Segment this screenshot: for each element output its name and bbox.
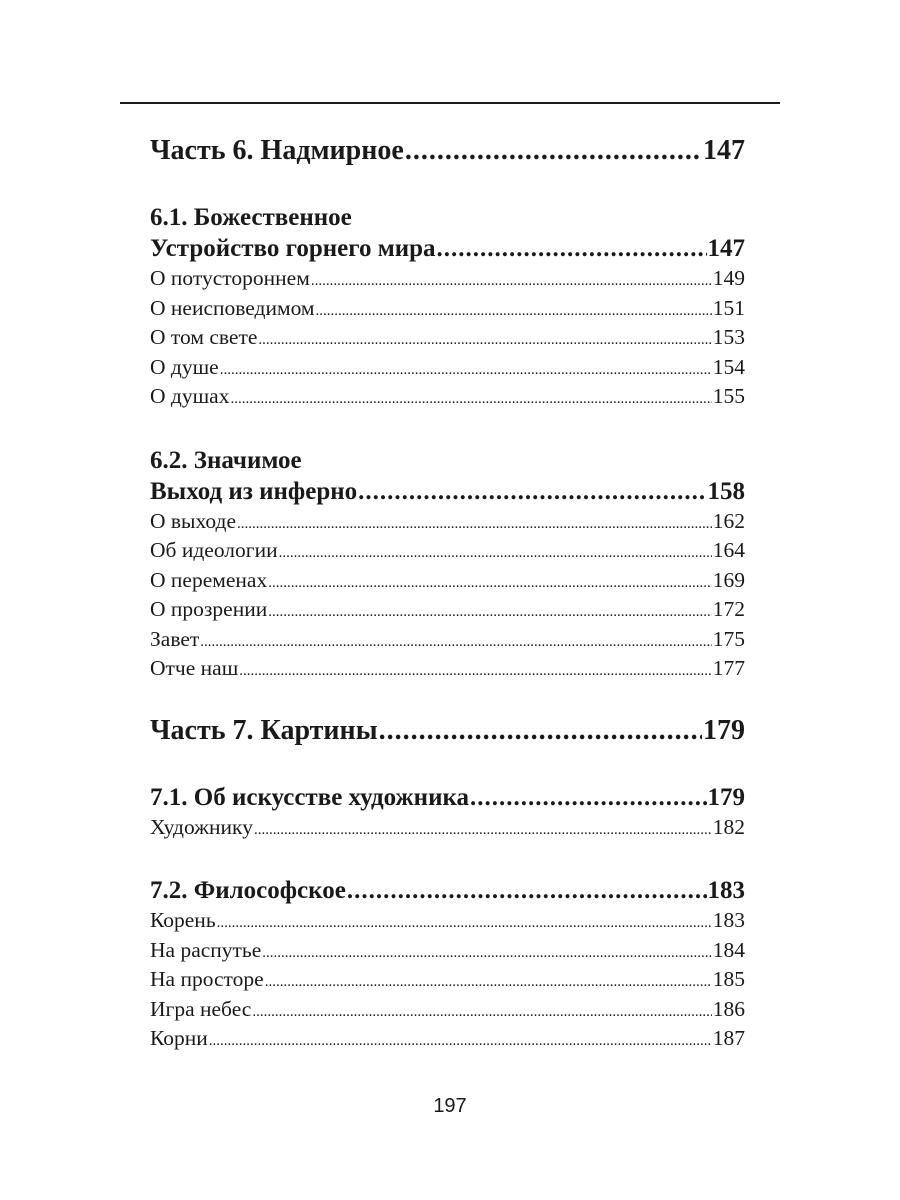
toc-page-number: 154	[712, 354, 745, 379]
toc-section-label: Устройство горнего мира	[150, 235, 436, 262]
toc-item[interactable]	[150, 625, 745, 655]
dot-leader	[230, 385, 711, 415]
dot-leader	[316, 297, 712, 327]
toc-page-number: 177	[712, 656, 745, 680]
toc-item-label: О переменах	[150, 567, 268, 592]
toc-part-label: Часть 6. Надмирное	[150, 135, 404, 166]
dot-leader	[200, 628, 711, 658]
toc-item-label: Завет	[150, 626, 200, 651]
toc-page-number: 172	[712, 597, 745, 621]
toc-item[interactable]	[150, 995, 745, 1025]
toc-item-label: Корень	[150, 908, 216, 932]
toc-page-number: 182	[712, 814, 745, 839]
toc-page-number: 153	[712, 325, 745, 349]
dot-leader	[379, 714, 702, 748]
toc-part-label: Часть 7. Картины	[150, 714, 378, 746]
toc-page-number: 183	[712, 908, 745, 932]
toc-item-label: Отче наш	[150, 656, 239, 680]
toc-item[interactable]	[150, 353, 745, 383]
toc-section-label: 7.1. Об искусстве художника	[150, 783, 470, 811]
dot-leader	[209, 1027, 712, 1057]
toc-item[interactable]	[150, 654, 745, 684]
toc-page-number: 151	[712, 295, 745, 320]
toc-page-number: 147	[707, 235, 745, 262]
toc-item-label: О том свете	[150, 325, 258, 349]
dot-leader	[265, 968, 712, 998]
dot-leader	[311, 267, 712, 297]
toc-section-6-2-title: 6.2. Значимое	[150, 446, 302, 474]
toc-item[interactable]	[150, 1024, 745, 1054]
toc-item[interactable]	[150, 595, 745, 625]
toc-item[interactable]	[150, 264, 745, 294]
toc-item-label: Художнику	[150, 814, 253, 839]
toc-item-label: О неисповедимом	[150, 295, 315, 320]
dot-leader	[347, 875, 707, 906]
dot-leader	[470, 782, 706, 813]
toc-section-6-2-sub[interactable]	[150, 476, 745, 507]
dot-leader	[252, 998, 711, 1028]
toc-page-number: 162	[712, 508, 745, 533]
toc-page-number: 185	[712, 967, 745, 991]
toc-page-number: 183	[707, 877, 745, 904]
toc-page-number: 147	[703, 135, 745, 166]
dot-leader	[279, 539, 712, 569]
dot-leader	[258, 326, 711, 356]
toc-page-number: 155	[712, 384, 745, 408]
toc-item-label: На просторе	[150, 967, 264, 991]
toc-item-label: О душе	[150, 354, 219, 379]
page-number: 197	[433, 1095, 467, 1117]
toc-item[interactable]	[150, 382, 745, 412]
toc-page-number: 179	[707, 783, 745, 811]
dot-leader	[239, 657, 711, 687]
toc-item[interactable]	[150, 536, 745, 566]
toc-page-number: 158	[707, 477, 745, 505]
toc-item[interactable]	[150, 294, 745, 324]
dot-leader	[405, 134, 702, 168]
toc-page-number: 164	[712, 538, 745, 562]
toc-item-label: О прозрении	[150, 597, 268, 621]
dot-leader	[358, 476, 706, 507]
toc-item-label: Игра небес	[150, 996, 252, 1021]
toc-page-number: 184	[712, 937, 745, 962]
dot-leader	[268, 569, 712, 599]
toc-section-label: 7.2. Философское	[150, 877, 346, 904]
toc-page-number: 169	[712, 567, 745, 592]
toc-item[interactable]	[150, 566, 745, 596]
toc-item[interactable]	[150, 323, 745, 353]
toc-section-7-2[interactable]	[150, 875, 745, 906]
dot-leader	[217, 909, 712, 939]
toc-page-number: 186	[712, 996, 745, 1021]
toc-part-7[interactable]	[150, 714, 745, 748]
toc-section-6-1-title: 6.1. Божественное	[150, 204, 352, 231]
toc-page-number: 149	[712, 266, 745, 290]
toc-item-label: Корни	[150, 1026, 208, 1050]
dot-leader	[268, 598, 712, 628]
table-of-contents	[150, 134, 745, 1054]
toc-section-label: Выход из инферно	[150, 477, 358, 505]
toc-page-number: 175	[712, 626, 745, 651]
toc-item[interactable]	[150, 906, 745, 936]
toc-item[interactable]	[150, 507, 745, 537]
toc-item-label: На распутье	[150, 937, 262, 962]
dot-leader	[254, 816, 712, 846]
dot-leader	[220, 356, 712, 386]
toc-item[interactable]	[150, 936, 745, 966]
toc-section-7-1[interactable]	[150, 782, 745, 813]
top-rule	[120, 102, 780, 104]
toc-item-label: О потустороннем	[150, 266, 310, 290]
toc-part-6[interactable]	[150, 134, 745, 168]
toc-item-label: Об идеологии	[150, 538, 278, 562]
dot-leader	[262, 939, 711, 969]
toc-item-label: О душах	[150, 384, 230, 408]
toc-item[interactable]	[150, 813, 745, 843]
toc-page-number: 179	[703, 714, 745, 746]
toc-item[interactable]	[150, 965, 745, 995]
toc-page-number: 187	[712, 1026, 745, 1050]
dot-leader	[237, 510, 712, 540]
dot-leader	[437, 233, 707, 264]
toc-section-6-1-sub[interactable]	[150, 233, 745, 264]
toc-item-label: О выходе	[150, 508, 237, 533]
